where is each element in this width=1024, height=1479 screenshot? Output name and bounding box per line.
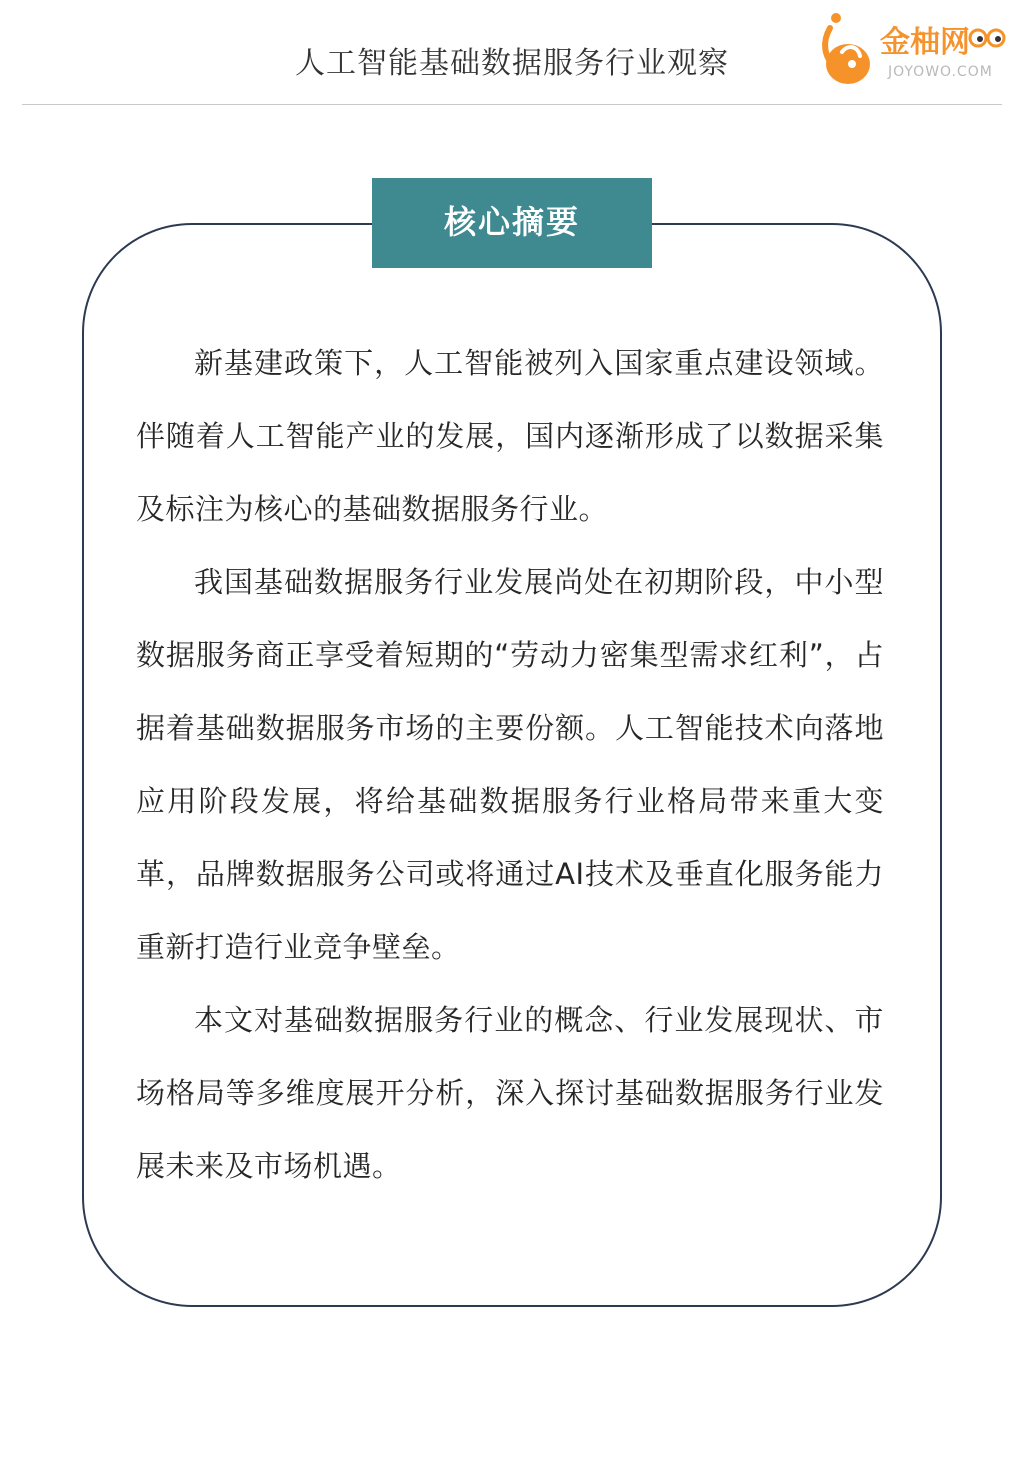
summary-paragraph: 新基建政策下，人工智能被列入国家重点建设领域。伴随着人工智能产业的发展，国内逐渐形成了以数据采集及标注为核心的基础数据服务行业。: [136, 346, 884, 526]
logo-url-text: JOYOWO.COM: [888, 64, 993, 80]
report-title: 人工智能基础数据服务行业观察: [295, 46, 729, 81]
logo-wordmark: 金柚网: [880, 25, 970, 60]
summary-paragraph: 本文对基础数据服务行业的概念、行业发展现状、市场格局等多维度展开分析，深入探讨基础数据服务行业发展未来及市场机遇。: [136, 1003, 884, 1183]
summary-paragraph: 我国基础数据服务行业发展尚处在初期阶段，中小型数据服务商正享受着短期的“劳动力密集型需求红利”，占据着基础数据服务市场的主要份额。人工智能技术向落地应用阶段发展，将给基础数据服务行业格局带来重大变革，品牌数据服务公司或将通过AI技术及垂直化服务能力重新打造行业竞争壁垒。: [136, 565, 884, 964]
summary-body: [136, 327, 884, 1203]
header-divider: [22, 104, 1002, 105]
brand-logo: [818, 8, 1014, 90]
summary-heading: 核心摘要: [372, 178, 652, 268]
